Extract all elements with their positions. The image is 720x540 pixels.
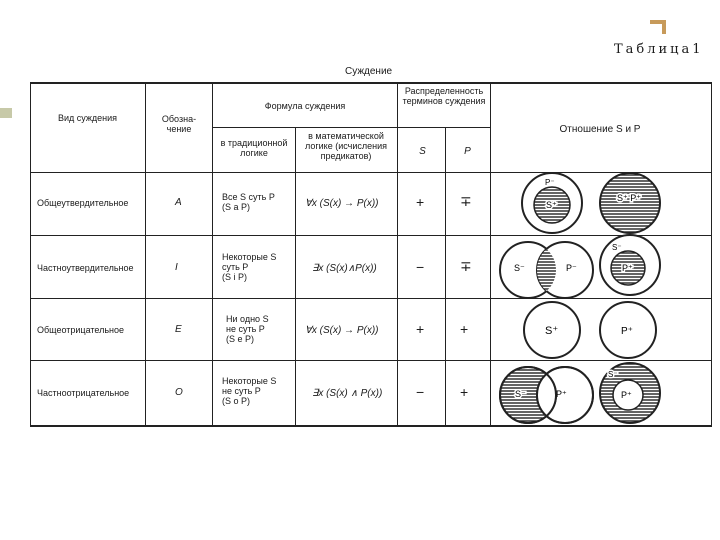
row-traditional: Некоторые S суть P (S i P) bbox=[222, 252, 277, 282]
row-name: Частноотрицательное bbox=[37, 388, 130, 398]
row-p-sign: + bbox=[460, 321, 469, 337]
diagram-label: P⁺ bbox=[621, 326, 633, 337]
diagram-label: S⁻ bbox=[515, 389, 526, 399]
diagram-label: P⁺ bbox=[621, 390, 632, 400]
row-traditional: Все S суть P (S a P) bbox=[222, 192, 275, 212]
diagram-label: S⁻ bbox=[612, 243, 622, 252]
row-traditional: Ни одно S не суть P (S e P) bbox=[226, 314, 269, 344]
row-s-sign: − bbox=[416, 259, 425, 275]
row-p-sign: + bbox=[460, 384, 469, 400]
diagram-label: S⁻ bbox=[514, 263, 525, 273]
row-s-sign: + bbox=[416, 321, 425, 337]
header-distribution: Распределенность терминов суждения bbox=[402, 86, 486, 106]
header-p: P bbox=[464, 146, 471, 157]
row-traditional: Некоторые S не суть P (S o P) bbox=[222, 376, 277, 406]
row-letter: A bbox=[175, 197, 182, 208]
row-mathematical: ∀x (S(x) → P(x)) bbox=[305, 198, 379, 209]
diagram-o-overlap bbox=[500, 367, 593, 423]
diagram-label: S⁺ bbox=[545, 325, 559, 337]
row-name: Частноутвердительное bbox=[37, 263, 134, 273]
row-s-sign: + bbox=[416, 194, 425, 210]
table-title: Суждение bbox=[345, 66, 393, 77]
row-letter: E bbox=[175, 324, 182, 335]
header-designation: Обозна- чение bbox=[161, 114, 197, 134]
diagram-label: P⁻ bbox=[566, 263, 577, 273]
header-mathematical: в математической логике (исчисления предикатов) bbox=[305, 131, 387, 161]
header-traditional: в традиционной логике bbox=[220, 138, 288, 158]
diagram-label: P⁺ bbox=[622, 263, 633, 273]
row-s-sign: − bbox=[416, 384, 425, 400]
table-caption: Таблица1 bbox=[614, 42, 704, 57]
row-letter: I bbox=[175, 262, 178, 273]
header-relation: Отношение S и P bbox=[559, 124, 641, 135]
row-mathematical: ∀x (S(x) → P(x)) bbox=[305, 325, 379, 336]
row-p-sign: ∓ bbox=[460, 258, 472, 274]
row-name: Общеутвердительное bbox=[37, 198, 129, 208]
row-letter: O bbox=[175, 387, 183, 398]
diagram-e-disjoint bbox=[524, 302, 656, 358]
row-name: Общеотрицательное bbox=[37, 325, 125, 335]
header-kind: Вид суждения bbox=[57, 113, 118, 123]
diagram-a-equal bbox=[600, 173, 660, 233]
diagram-label: P⁺ bbox=[556, 389, 567, 399]
diagram-label: S⁺ bbox=[546, 200, 557, 210]
diagram-label: S⁺ P⁺ bbox=[617, 193, 642, 203]
row-p-sign: ∓ bbox=[460, 193, 472, 209]
diagram-label: S⁻ bbox=[608, 370, 618, 379]
header-formula: Формула суждения bbox=[264, 101, 346, 111]
row-mathematical: ∃x (S(x)∧P(x)) bbox=[312, 263, 377, 274]
row-mathematical: ∃x (S(x) ∧ P(x)) bbox=[312, 388, 383, 399]
diagram-label: P⁻ bbox=[545, 178, 555, 187]
header-s: S bbox=[419, 146, 426, 157]
